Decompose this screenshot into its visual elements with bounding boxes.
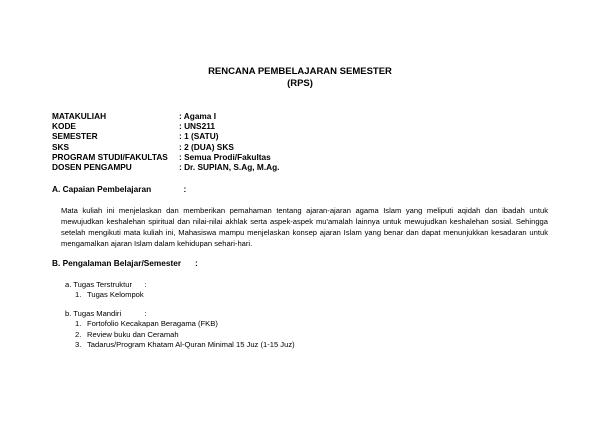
section-a-colon: :	[183, 184, 187, 194]
section-a-title: A. Capaian Pembelajaran	[52, 184, 152, 194]
info-label: SKS	[52, 141, 70, 152]
info-value: : 2 (DUA) SKS	[179, 141, 234, 152]
tugas-terstruktur-label: a. Tugas Terstruktur	[65, 280, 132, 289]
list-item	[75, 290, 144, 301]
info-value: : 1 (SATU)	[179, 131, 219, 142]
section-b-title: B. Pengalaman Belajar/Semester	[52, 258, 182, 268]
list-item	[75, 319, 295, 330]
tugas-mandiri-heading	[65, 309, 146, 319]
info-label: DOSEN PENGAMPU	[52, 161, 132, 172]
info-label: MATAKULIAH	[52, 111, 107, 121]
info-label: KODE	[52, 121, 76, 132]
info-value: : Semua Prodi/Fakultas	[179, 151, 271, 162]
list-item-text: Review buku dan Ceramah	[87, 329, 179, 339]
list-item-number: 2.	[75, 329, 82, 339]
section-a-heading	[52, 184, 186, 194]
list-item	[75, 340, 295, 351]
info-value: : Dr. SUPIAN, S.Ag, M.Ag.	[179, 161, 280, 172]
tugas-terstruktur-heading	[65, 280, 147, 290]
document-title: RENCANA PEMBELAJARAN SEMESTER	[208, 66, 392, 77]
list-item-text: Tadarus/Program Khatam Al-Quran Minimal 15 Juz (1-15 Juz)	[87, 340, 295, 349]
document-subtitle: (RPS)	[287, 78, 313, 89]
info-value: : Agama I	[179, 111, 217, 121]
list-item	[75, 330, 295, 341]
section-b-colon: :	[194, 258, 198, 268]
section-b-heading	[52, 258, 198, 268]
info-row-dosen	[52, 162, 280, 172]
info-label: SEMESTER	[52, 131, 98, 142]
tugas-mandiri-colon: :	[144, 309, 147, 318]
list-item-text: Tugas Kelompok	[87, 290, 144, 299]
list-item-number: 3.	[75, 340, 82, 349]
info-row-kode	[52, 121, 280, 131]
tugas-mandiri-label: b. Tugas Mandiri	[65, 309, 122, 318]
list-item-number: 1.	[75, 290, 82, 299]
tugas-terstruktur-list	[75, 290, 144, 301]
info-value: : UNS211	[179, 121, 215, 132]
info-row-sks	[52, 142, 280, 152]
course-info-table	[52, 111, 280, 172]
tugas-terstruktur-colon: :	[144, 280, 147, 289]
info-row-semester	[52, 131, 280, 141]
tugas-mandiri-list	[75, 319, 295, 351]
info-row-matakuliah	[52, 111, 280, 121]
info-row-program-studi	[52, 152, 280, 162]
list-item-number: 1.	[75, 319, 82, 328]
section-a-paragraph: Mata kuliah ini menjelaskan dan memberikan pemahaman tentang ajaran-ajaran agama Islam yang meliputi aqidah dan ibadah untuk mewujudkan keshalehan spiritual dan nilai-nilai akhlak serta aspek-aspek mu'amalah lainnya untuk mewujudkan keshalehan sosial. Sehingga setelah mengikuti mata kuliah ini, Mahasiswa mampu menjelaskan konsep ajaran Islam yang benar dan dapat menunjukkan kesadaran untuk mengamalkan ajaran Islam dalam kehidupan sehari-hari.	[61, 206, 548, 248]
info-label: PROGRAM STUDI/FAKULTAS	[52, 151, 168, 162]
list-item-text: Fortofolio Kecakapan Beragama (FKB)	[87, 319, 218, 328]
